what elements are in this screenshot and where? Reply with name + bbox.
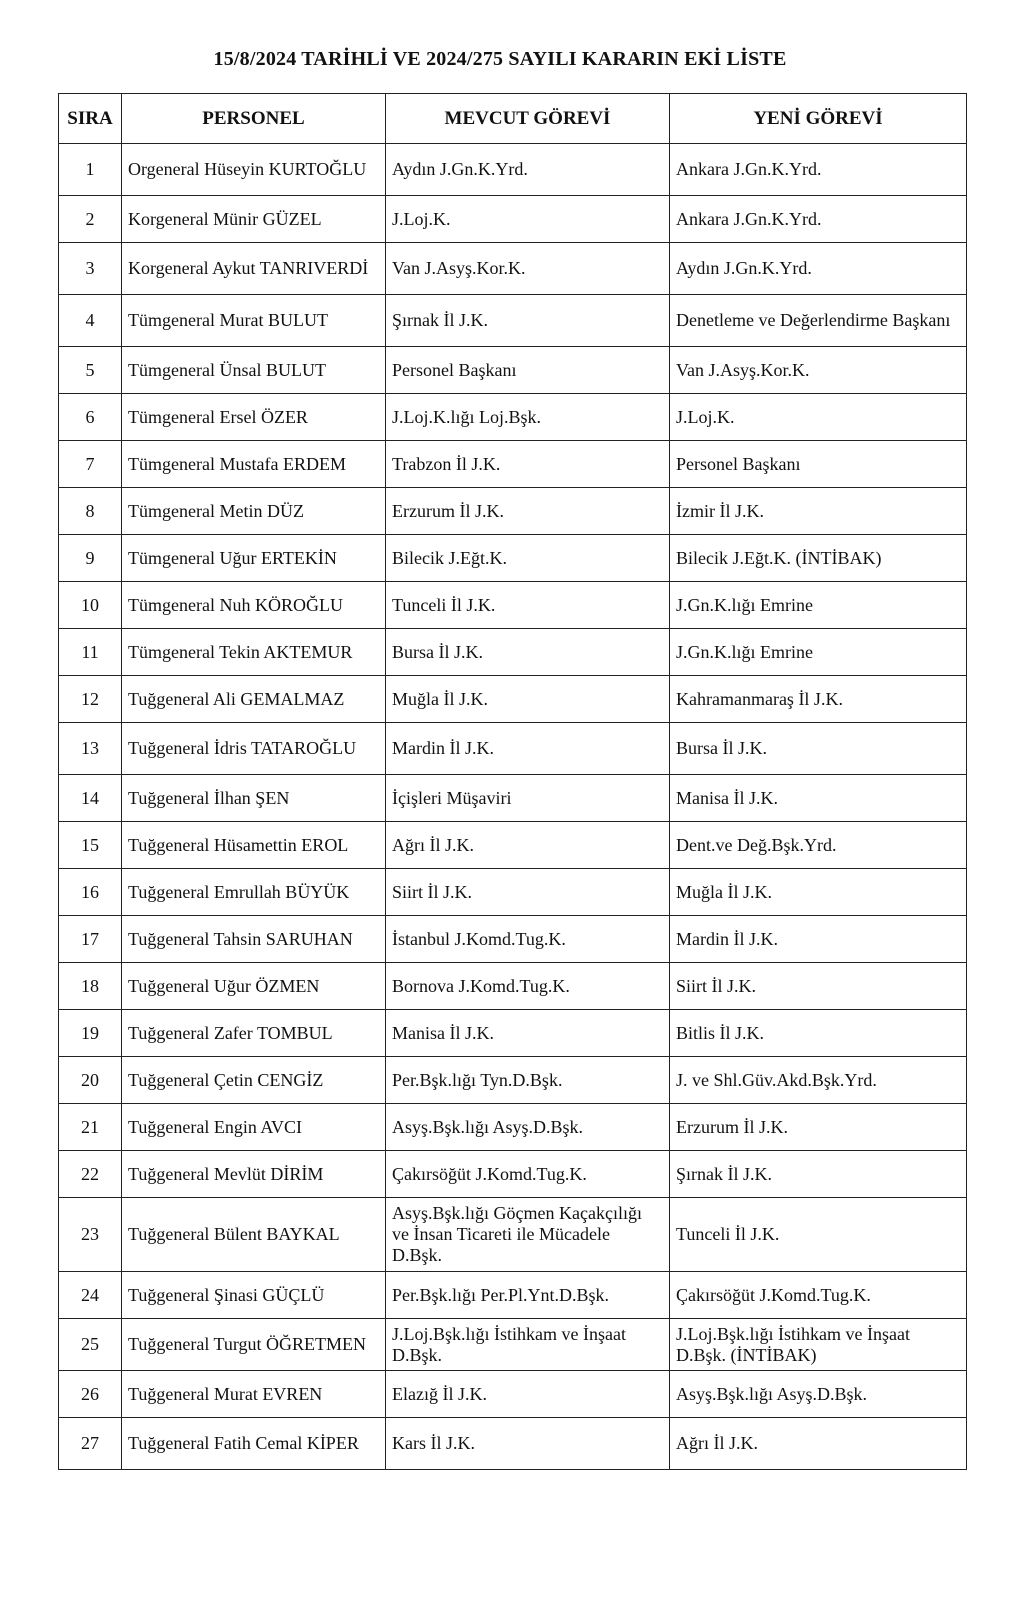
table-row [59,869,967,916]
row-number: 12 [59,676,122,723]
new-duty-cell: Van J.Asyş.Kor.K. [670,347,967,394]
new-duty-cell: Şırnak İl J.K. [670,1151,967,1198]
personel-cell: Korgeneral Aykut TANRIVERDİ [122,243,386,295]
new-duty-cell: Ankara J.Gn.K.Yrd. [670,196,967,243]
row-number: 8 [59,488,122,535]
personel-cell: Tümgeneral Uğur ERTEKİN [122,535,386,582]
table-row [59,723,967,775]
current-duty-cell: Per.Bşk.lığı Per.Pl.Ynt.D.Bşk. [386,1272,670,1319]
personel-cell: Tümgeneral Ünsal BULUT [122,347,386,394]
table-row [59,295,967,347]
current-duty-cell: Personel Başkanı [386,347,670,394]
personel-cell: Tümgeneral Mustafa ERDEM [122,441,386,488]
personel-cell: Tümgeneral Murat BULUT [122,295,386,347]
table-row [59,1104,967,1151]
row-number: 25 [59,1319,122,1371]
row-number: 21 [59,1104,122,1151]
new-duty-cell: Mardin İl J.K. [670,916,967,963]
table-row [59,243,967,295]
table-row [59,1010,967,1057]
new-duty-cell: Bilecik J.Eğt.K. (İNTİBAK) [670,535,967,582]
current-duty-cell: Manisa İl J.K. [386,1010,670,1057]
personel-cell: Tümgeneral Nuh KÖROĞLU [122,582,386,629]
current-duty-cell: Asyş.Bşk.lığı Asyş.D.Bşk. [386,1104,670,1151]
table-row [59,144,967,196]
personel-cell: Tuğgeneral Emrullah BÜYÜK [122,869,386,916]
current-duty-cell: Trabzon İl J.K. [386,441,670,488]
current-duty-cell: Aydın J.Gn.K.Yrd. [386,144,670,196]
personel-cell: Tuğgeneral Zafer TOMBUL [122,1010,386,1057]
row-number: 24 [59,1272,122,1319]
personel-cell: Tuğgeneral İlhan ŞEN [122,775,386,822]
row-number: 15 [59,822,122,869]
current-duty-cell: Mardin İl J.K. [386,723,670,775]
current-duty-cell: Erzurum İl J.K. [386,488,670,535]
row-number: 14 [59,775,122,822]
row-number: 10 [59,582,122,629]
personel-cell: Orgeneral Hüseyin KURTOĞLU [122,144,386,196]
new-duty-cell: J.Gn.K.lığı Emrine [670,629,967,676]
current-duty-cell: Tunceli İl J.K. [386,582,670,629]
new-duty-cell: Bursa İl J.K. [670,723,967,775]
new-duty-cell: Siirt İl J.K. [670,963,967,1010]
table-row [59,1272,967,1319]
row-number: 1 [59,144,122,196]
row-number: 5 [59,347,122,394]
table-row [59,394,967,441]
row-number: 11 [59,629,122,676]
row-number: 7 [59,441,122,488]
current-duty-cell: Ağrı İl J.K. [386,822,670,869]
table-row [59,822,967,869]
current-duty-cell: Van J.Asyş.Kor.K. [386,243,670,295]
personel-cell: Tuğgeneral Tahsin SARUHAN [122,916,386,963]
table-row [59,441,967,488]
personel-cell: Tuğgeneral Uğur ÖZMEN [122,963,386,1010]
table-row [59,582,967,629]
personel-cell: Tuğgeneral Şinasi GÜÇLÜ [122,1272,386,1319]
current-duty-cell: Şırnak İl J.K. [386,295,670,347]
table-row [59,676,967,723]
personel-cell: Tuğgeneral Hüsamettin EROL [122,822,386,869]
row-number: 9 [59,535,122,582]
personel-cell: Tümgeneral Tekin AKTEMUR [122,629,386,676]
table-row [59,488,967,535]
personel-cell: Tuğgeneral Mevlüt DİRİM [122,1151,386,1198]
personel-cell: Tuğgeneral Fatih Cemal KİPER [122,1418,386,1470]
row-number: 4 [59,295,122,347]
new-duty-cell: Personel Başkanı [670,441,967,488]
new-duty-cell: Denetleme ve Değerlendirme Başkanı [670,295,967,347]
table-row [59,963,967,1010]
personel-cell: Tuğgeneral Çetin CENGİZ [122,1057,386,1104]
table-row [59,1151,967,1198]
assignment-table [58,93,967,1470]
personel-cell: Tuğgeneral Turgut ÖĞRETMEN [122,1319,386,1371]
row-number: 3 [59,243,122,295]
current-duty-cell: Asyş.Bşk.lığı Göçmen Kaçakçılığı ve İnsan Ticareti ile Mücadele D.Bşk. [386,1198,670,1272]
row-number: 20 [59,1057,122,1104]
row-number: 19 [59,1010,122,1057]
current-duty-cell: Siirt İl J.K. [386,869,670,916]
table-row [59,1418,967,1470]
table-row [59,347,967,394]
header-sira: SIRA [59,94,122,144]
row-number: 6 [59,394,122,441]
row-number: 18 [59,963,122,1010]
header-mevcut-gorevi: MEVCUT GÖREVİ [386,94,670,144]
row-number: 17 [59,916,122,963]
current-duty-cell: Bornova J.Komd.Tug.K. [386,963,670,1010]
new-duty-cell: J.Gn.K.lığı Emrine [670,582,967,629]
row-number: 2 [59,196,122,243]
new-duty-cell: Ağrı İl J.K. [670,1418,967,1470]
personel-cell: Tuğgeneral Bülent BAYKAL [122,1198,386,1272]
personel-cell: Tümgeneral Metin DÜZ [122,488,386,535]
table-row [59,916,967,963]
new-duty-cell: Muğla İl J.K. [670,869,967,916]
new-duty-cell: Aydın J.Gn.K.Yrd. [670,243,967,295]
personel-cell: Tuğgeneral Ali GEMALMAZ [122,676,386,723]
row-number: 13 [59,723,122,775]
row-number: 23 [59,1198,122,1272]
row-number: 22 [59,1151,122,1198]
new-duty-cell: Kahramanmaraş İl J.K. [670,676,967,723]
header-personel: PERSONEL [122,94,386,144]
current-duty-cell: İçişleri Müşaviri [386,775,670,822]
new-duty-cell: J. ve Shl.Güv.Akd.Bşk.Yrd. [670,1057,967,1104]
current-duty-cell: Elazığ İl J.K. [386,1371,670,1418]
table-row [59,1057,967,1104]
personel-cell: Korgeneral Münir GÜZEL [122,196,386,243]
row-number: 16 [59,869,122,916]
new-duty-cell: Erzurum İl J.K. [670,1104,967,1151]
current-duty-cell: Per.Bşk.lığı Tyn.D.Bşk. [386,1057,670,1104]
header-yeni-gorevi: YENİ GÖREVİ [670,94,967,144]
new-duty-cell: İzmir İl J.K. [670,488,967,535]
personel-cell: Tümgeneral Ersel ÖZER [122,394,386,441]
current-duty-cell: Kars İl J.K. [386,1418,670,1470]
current-duty-cell: Bilecik J.Eğt.K. [386,535,670,582]
table-header [59,94,967,144]
current-duty-cell: J.Loj.Bşk.lığı İstihkam ve İnşaat D.Bşk. [386,1319,670,1371]
table-row [59,1371,967,1418]
new-duty-cell: Tunceli İl J.K. [670,1198,967,1272]
table-row [59,196,967,243]
current-duty-cell: Bursa İl J.K. [386,629,670,676]
new-duty-cell: Ankara J.Gn.K.Yrd. [670,144,967,196]
table-body [59,144,967,1470]
new-duty-cell: J.Loj.Bşk.lığı İstihkam ve İnşaat D.Bşk. (İNTİBAK) [670,1319,967,1371]
personel-cell: Tuğgeneral Engin AVCI [122,1104,386,1151]
new-duty-cell: J.Loj.K. [670,394,967,441]
row-number: 27 [59,1418,122,1470]
table-row [59,1198,967,1272]
current-duty-cell: Çakırsöğüt J.Komd.Tug.K. [386,1151,670,1198]
personel-cell: Tuğgeneral Murat EVREN [122,1371,386,1418]
current-duty-cell: J.Loj.K. [386,196,670,243]
table-row [59,535,967,582]
document-title: 15/8/2024 TARİHLİ VE 2024/275 SAYILI KARARIN EKİ LİSTE [213,48,787,70]
current-duty-cell: İstanbul J.Komd.Tug.K. [386,916,670,963]
row-number: 26 [59,1371,122,1418]
new-duty-cell: Çakırsöğüt J.Komd.Tug.K. [670,1272,967,1319]
new-duty-cell: Dent.ve Değ.Bşk.Yrd. [670,822,967,869]
personel-cell: Tuğgeneral İdris TATAROĞLU [122,723,386,775]
table-row [59,629,967,676]
current-duty-cell: J.Loj.K.lığı Loj.Bşk. [386,394,670,441]
table-row [59,1319,967,1371]
new-duty-cell: Bitlis İl J.K. [670,1010,967,1057]
current-duty-cell: Muğla İl J.K. [386,676,670,723]
new-duty-cell: Asyş.Bşk.lığı Asyş.D.Bşk. [670,1371,967,1418]
new-duty-cell: Manisa İl J.K. [670,775,967,822]
header-row [59,94,967,144]
table-row [59,775,967,822]
